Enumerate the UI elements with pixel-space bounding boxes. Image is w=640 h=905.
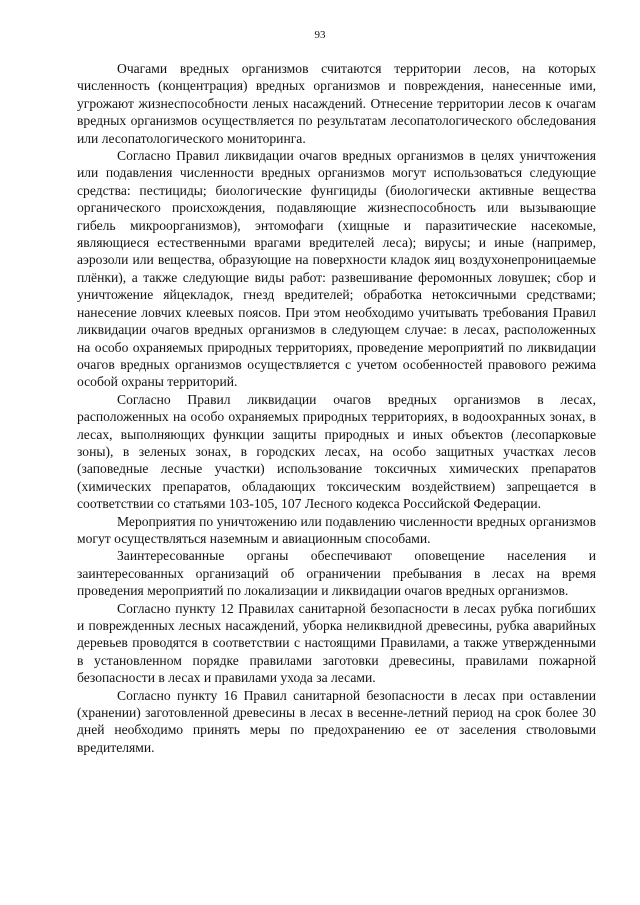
paragraph-control-measures: Согласно Правил ликвидации очагов вредных организмов в целях уничтожения или подавления численности вредных организмов могут использоваться следующие средства: пестициды; биологические фунгициды (биологически активные вещества органического происхождения, подавляющие жизнеспособность или вызывающие гибель микроорганизмов), энтомофаги (хищные и паразитические насекомые, являющиеся естественными врагами вредителей леса); вирусы; и иные (например, аэрозоли или вещества, образующие на поверхности кладок яиц воздухонепроницаемые плёнки), а также следующие виды работ: развешивание феромонных ловушек; сбор и уничтожение яйцекладок, гнезд вредителей; обработка нетоксичными средствами; нанесение ловчих клеевых поясов. При этом необходимо учитывать требования Правил ликвидации очагов вредных организмов в следующем случае: в лесах, расположенных на особо охраняемых природных территориях, проведение мероприятий по ликвидации очагов вредных организмов осуществляется с учетом особенностей правового режима особой охраны территорий. [77, 148, 596, 390]
paragraph-protected-areas: Согласно Правил ликвидации очагов вредных организмов в лесах, расположенных на особо охраняемых природных территориях, в водоохранных зонах, в лесах, выполняющих функции защиты природных и иных объектов (лесопарковые зоны), в зеленых зонах, в городских лесах, на особо защитных участках лесов (заповедные лесные участки) использование токсичных химических препаратов (химических препаратов, обладающих токсическим воздействием) запрещается в соответствии со статьями 103-105, 107 Лесного кодекса Российской Федерации. [77, 391, 596, 512]
paragraph-rule-12: Согласно пункту 12 Правилах санитарной безопасности в лесах рубка погибших и поврежденных лесных насаждений, уборка неликвидной древесины, рубка аварийных деревьев проводятся в соответствии с настоящими Правилами, а также утвержденными в установленном порядке правилами заготовки древесины, правилами пожарной безопасности в лесах и правилами ухода за лесами. [77, 600, 596, 686]
page-number: 93 [314, 29, 326, 41]
paragraph-control-methods: Мероприятия по уничтожению или подавлению численности вредных организмов могут осуществляться наземным и авиационным способами. [77, 513, 596, 546]
document-body [77, 60, 596, 756]
paragraph-pest-foci-definition: Очагами вредных организмов считаются территории лесов, на которых численность (концентрация) вредных организмов и повреждения, нанесенные ими, угрожают жизнеспособности леных насаждений. Отнесение территории лесов к очагам вредных организмов осуществляется по результатам лесопатологического обследования или лесопатологического мониторинга. [77, 61, 596, 146]
paragraph-rule-16: Согласно пункту 16 Правил санитарной безопасности в лесах при оставлении (хранении) заготовленной древесины в лесах в весенне-летний период на срок более 30 дней необходимо принять меры по предохранению ее от заселения стволовыми вредителями. [77, 687, 596, 755]
paragraph-public-notification: Заинтересованные органы обеспечивают оповещение населения и заинтересованных организаций об ограничении пребывания в лесах на время проведения мероприятий по локализации и ликвидации очагов вредных организмов. [77, 548, 596, 599]
